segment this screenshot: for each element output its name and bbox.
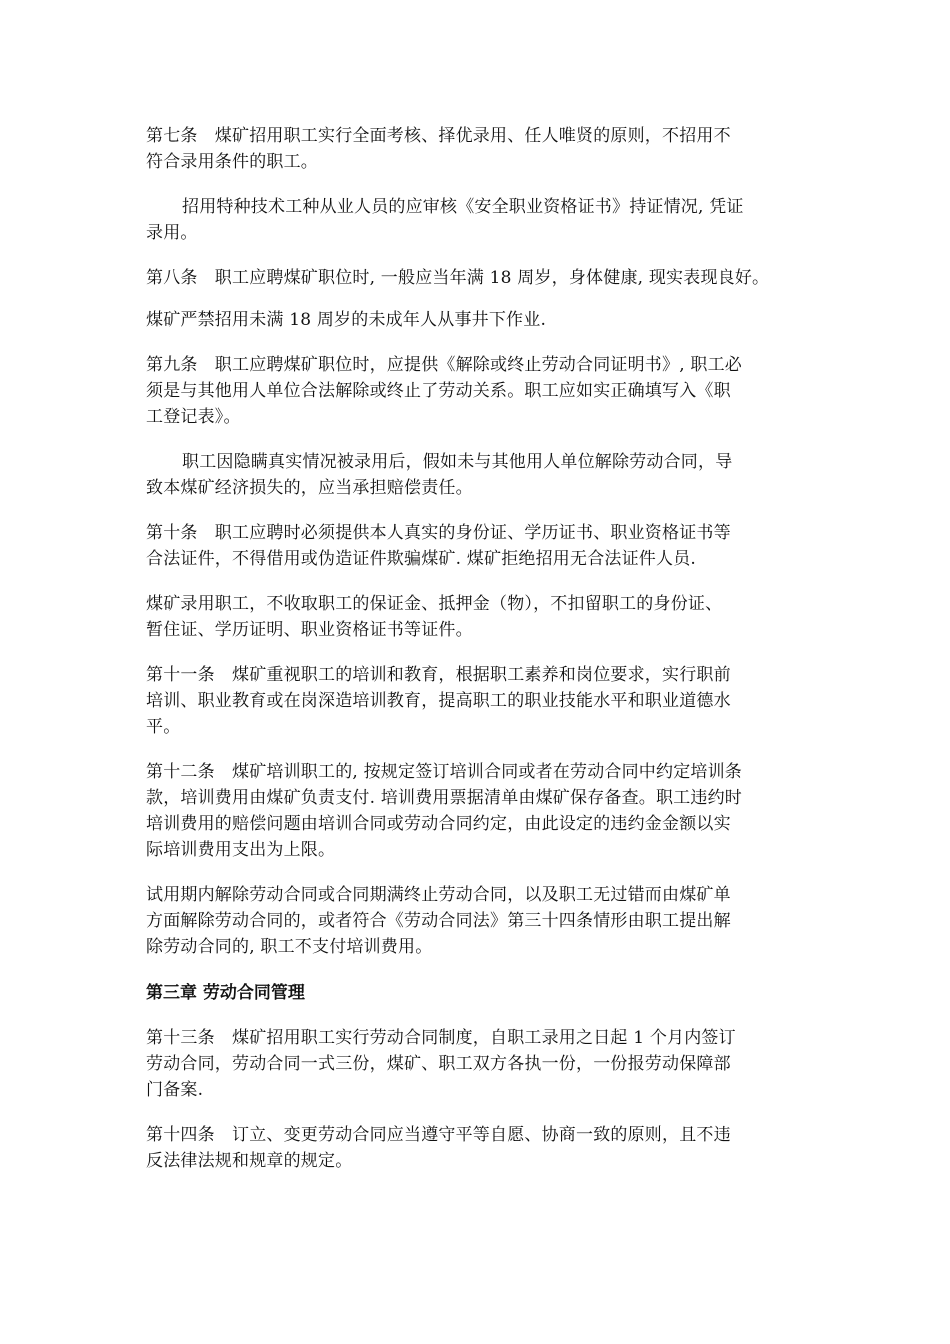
text-line: 试用期内解除劳动合同或合同期满终止劳动合同，以及职工无过错而由煤矿单 [146,885,731,905]
article-7 [146,123,826,175]
article-10-clause-2 [146,591,826,643]
article-7-clause-2 [146,194,826,246]
text-line: 第十二条 煤矿培训职工的, 按规定签订培训合同或者在劳动合同中约定培训条 [146,762,743,782]
text-line: 招用特种技术工种从业人员的应审核《安全职业资格证书》持证情况, 凭证 [182,197,744,217]
article-9 [146,352,826,430]
article-9-clause-2 [146,449,826,501]
text-line: 职工因隐瞒真实情况被录用后，假如未与其他用人单位解除劳动合同，导 [182,452,733,472]
text-line: 反法律法规和规章的规定。 [146,1151,353,1171]
article-8 [146,265,826,291]
text-line: 工登记表》。 [146,407,241,427]
text-line: 第九条 职工应聘煤矿职位时，应提供《解除或终止劳动合同证明书》, 职工必 [146,355,743,375]
text-line: 除劳动合同的, 职工不支付培训费用。 [146,937,433,957]
text-line: 符合录用条件的职工。 [146,152,318,172]
text-line: 第十一条 煤矿重视职工的培训和教育，根据职工素养和岗位要求，实行职前 [146,665,731,685]
document-page [146,123,826,1174]
text-line: 须是与其他用人单位合法解除或终止了劳动关系。职工应如实正确填写入《职 [146,381,731,401]
text-line: 录用。 [146,223,198,243]
text-line: 煤矿严禁招用未满 18 周岁的未成年人从事井下作业. [146,310,547,330]
text-line: 煤矿录用职工，不收取职工的保证金、抵押金（物），不扣留职工的身份证、 [146,594,723,614]
text-line: 劳动合同，劳动合同一式三份，煤矿、职工双方各执一份，一份报劳动保障部 [146,1054,731,1074]
article-8-clause-2 [146,307,826,333]
article-10 [146,520,826,572]
text-line: 门备案. [146,1080,204,1100]
text-line: 第八条 职工应聘煤矿职位时, 一般应当年满 18 周岁，身体健康, 现实表现良好。 [146,268,770,288]
article-12-clause-2 [146,882,826,960]
article-12 [146,759,826,863]
text-line: 方面解除劳动合同的，或者符合《劳动合同法》第三十四条情形由职工提出解 [146,911,731,931]
text-line: 际培训费用支出为上限。 [146,840,336,860]
article-14 [146,1122,826,1174]
chapter-heading: 第三章 劳动合同管理 [146,983,305,1003]
text-line: 平。 [146,717,181,737]
text-line: 暂住证、学历证明、职业资格证书等证件。 [146,620,473,640]
text-line: 第十四条 订立、变更劳动合同应当遵守平等自愿、协商一致的原则，且不违 [146,1125,731,1145]
text-line: 合法证件，不得借用或伪造证件欺骗煤矿. 煤矿拒绝招用无合法证件人员. [146,549,697,569]
text-line: 培训费用的赔偿问题由培训合同或劳动合同约定，由此设定的违约金金额以实 [146,814,731,834]
text-line: 款，培训费用由煤矿负责支付. 培训费用票据清单由煤矿保存备查。职工违约时 [146,788,743,808]
text-line: 培训、职业教育或在岗深造培训教育，提高职工的职业技能水平和职业道德水 [146,691,731,711]
text-line: 致本煤矿经济损失的，应当承担赔偿责任。 [146,478,473,498]
article-13 [146,1025,826,1103]
text-line: 第十三条 煤矿招用职工实行劳动合同制度，自职工录用之日起 1 个月内签订 [146,1028,736,1048]
text-line: 第十条 职工应聘时必须提供本人真实的身份证、学历证书、职业资格证书等 [146,523,731,543]
article-11 [146,662,826,740]
text-line: 第七条 煤矿招用职工实行全面考核、择优录用、任人唯贤的原则，不招用不 [146,126,731,146]
